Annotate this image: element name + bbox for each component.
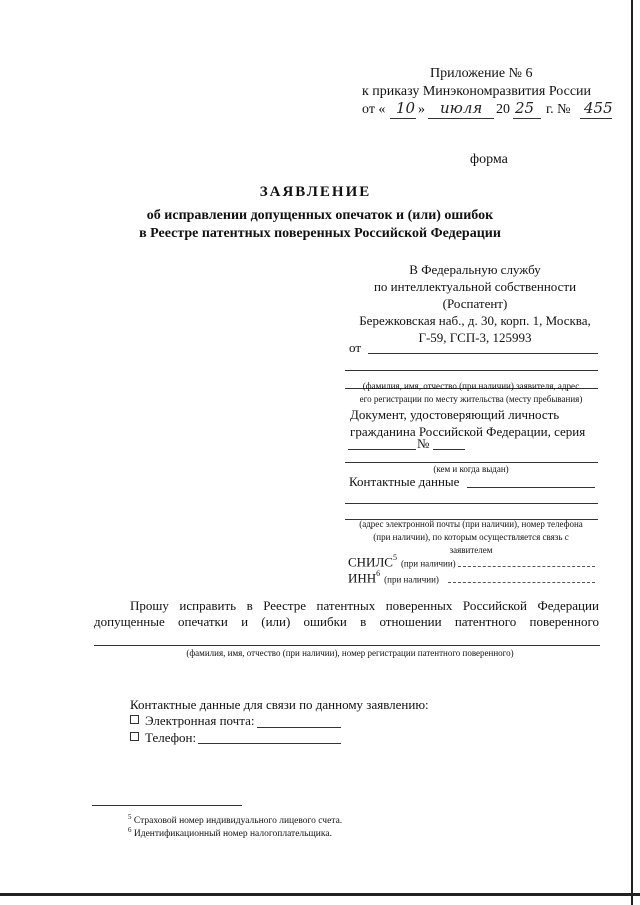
contacts-field[interactable] — [467, 487, 595, 488]
request-word: допущенные — [94, 614, 165, 629]
date-day: 10 — [396, 99, 416, 117]
inn-note: (при наличии) — [384, 574, 439, 585]
date-suffix: г. № — [546, 102, 571, 117]
request-word: Реестре — [263, 598, 307, 613]
footnote-6-text: Идентификационный номер налогоплательщика. — [133, 829, 332, 840]
from-field-line-2[interactable] — [345, 370, 598, 371]
caption-contacts-2: (при наличии), по которым осуществляется связь с — [373, 532, 569, 542]
addressee-line-3: (Роспатент) — [442, 296, 508, 311]
caption-name-address-1: (фамилия, имя, отчество (при наличии) заявителя, адрес — [362, 381, 580, 391]
inn-footnote-ref: 6 — [376, 569, 381, 578]
addressee-line-5: Г-59, ГСП-3, 125993 — [418, 330, 532, 345]
date-year: 25 — [515, 99, 535, 117]
scan-edge-bottom — [0, 893, 640, 896]
addressee-line-1: В Федеральную службу — [409, 262, 541, 277]
caption-contacts-1: (адрес электронной почты (при наличии), номер телефона — [359, 519, 583, 529]
email-label: Электронная почта: — [145, 713, 255, 728]
order-number: 455 — [584, 99, 613, 117]
footnote-5 — [128, 813, 342, 826]
phone-checkbox[interactable] — [130, 732, 139, 741]
inn-label: ИНН — [348, 570, 377, 586]
addressee-line-2: по интеллектуальной собственности — [373, 279, 577, 294]
contacts-label: Контактные данные — [349, 474, 460, 489]
addressee-line-4: Бережковская наб., д. 30, корп. 1, Москва, — [359, 313, 591, 328]
order-reference: к приказу Минэкономразвития России — [362, 84, 592, 99]
caption-name-address-2: его регистрации по месту жительства (месту пребывания) — [359, 394, 583, 404]
request-word: Федерации — [537, 598, 599, 613]
request-word: опечатки — [178, 614, 228, 629]
request-word: патентных — [316, 598, 376, 613]
scan-edge-right — [631, 0, 633, 905]
phone-field[interactable] — [198, 743, 341, 744]
footnote-5-text: Страховой номер индивидуального лицевого счета. — [133, 816, 343, 827]
date-mid: » — [418, 102, 425, 117]
from-label: от — [349, 340, 362, 355]
footnote-5-number: 5 — [128, 813, 132, 821]
document-number-field[interactable] — [433, 449, 465, 450]
request-word: (или) — [261, 614, 291, 629]
snils-note: (при наличии) — [400, 558, 456, 569]
phone-row — [130, 730, 196, 746]
document-title: ЗАЯВЛЕНИЕ — [259, 184, 372, 200]
date-month: июля — [440, 99, 483, 117]
request-word: Российской — [462, 598, 527, 613]
appendix-number: Приложение № 6 — [430, 66, 533, 81]
request-word: поверенных — [385, 598, 453, 613]
request-word: патентного — [454, 614, 517, 629]
date-prefix: от « — [362, 102, 386, 117]
email-row — [130, 713, 254, 729]
from-field[interactable] — [368, 353, 598, 354]
issued-by-field[interactable] — [345, 462, 598, 463]
request-word: исправить — [179, 598, 237, 613]
snils-label: СНИЛС — [348, 554, 393, 570]
document-number-label: № — [417, 436, 430, 451]
document-subtitle-1: об исправлении допущенных опечаток и (или) ошибок — [146, 208, 494, 223]
caption-patent-attorney: (фамилия, имя, отчество (при наличии), номер регистрации патентного поверенного) — [186, 648, 514, 658]
request-line-2 — [94, 614, 599, 630]
contacts-field-line-2[interactable] — [345, 503, 598, 504]
request-word: и — [241, 614, 249, 629]
request-line-1 — [130, 598, 599, 614]
inn-row — [348, 569, 439, 587]
request-word: поверенного — [529, 614, 599, 629]
email-field[interactable] — [257, 727, 341, 728]
inn-field[interactable] — [448, 582, 595, 583]
email-checkbox[interactable] — [130, 715, 139, 724]
document-subtitle-2: в Реестре патентных поверенных Российской Федерации — [139, 226, 501, 241]
snils-field[interactable] — [458, 566, 595, 567]
footnote-6 — [128, 826, 332, 839]
patent-attorney-field[interactable] — [94, 645, 600, 646]
identity-document-label: Документ, удостоверяющий личность — [350, 407, 560, 422]
citizen-series-label: гражданина Российской Федерации, серия — [350, 424, 586, 439]
caption-issued: (кем и когда выдан) — [433, 464, 509, 474]
request-word: Прошу — [130, 598, 169, 613]
form-label: форма — [470, 152, 508, 167]
series-field[interactable] — [348, 449, 416, 450]
footnote-separator — [92, 805, 242, 806]
caption-contacts-3: заявителем — [449, 545, 493, 555]
request-word: отношении — [379, 614, 442, 629]
request-word: в — [360, 614, 367, 629]
footnote-6-number: 6 — [128, 826, 132, 834]
request-word: ошибки — [303, 614, 347, 629]
contact-heading: Контактные данные для связи по данному заявлению: — [130, 697, 429, 712]
phone-label: Телефон: — [145, 730, 197, 745]
request-word: в — [246, 598, 253, 613]
snils-footnote-ref: 5 — [392, 553, 397, 562]
date-year-prefix: 20 — [496, 102, 510, 117]
